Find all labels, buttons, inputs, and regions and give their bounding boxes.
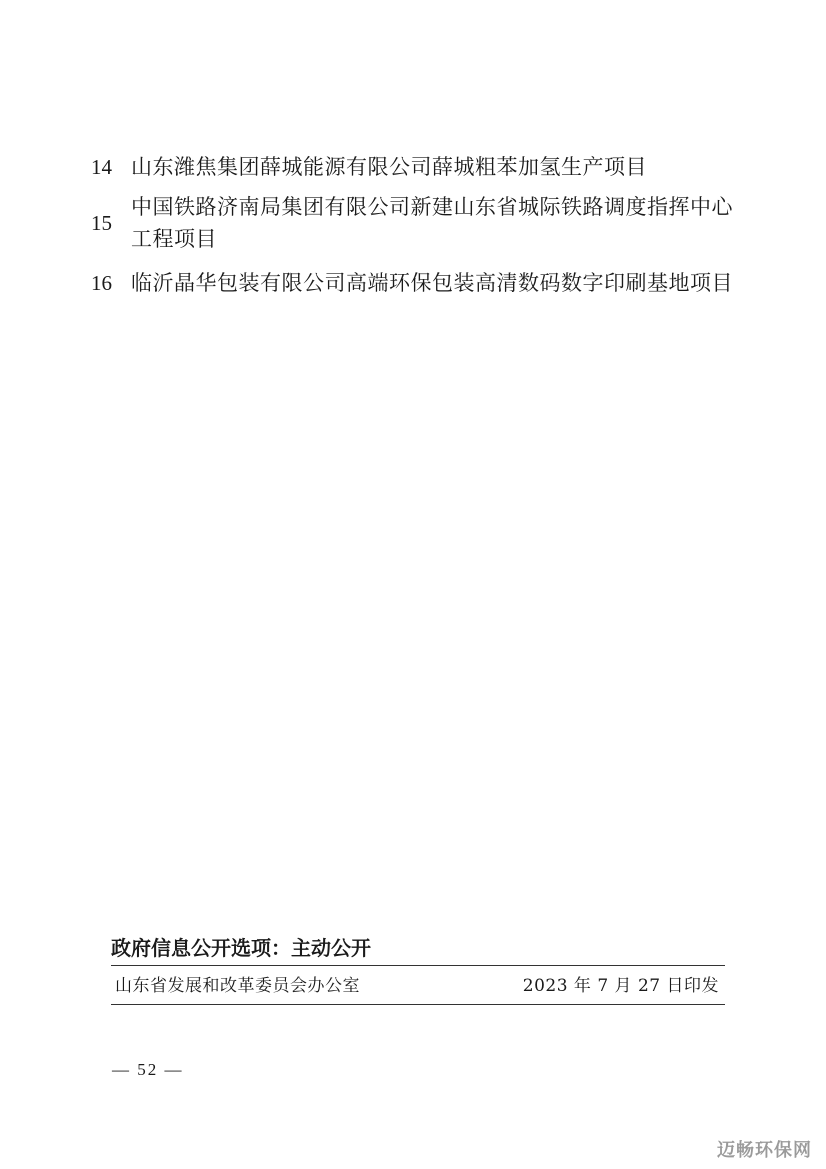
project-name-line-1: 中国铁路济南局集团有限公司新建山东省城际铁路调度指挥中心 — [131, 195, 733, 219]
project-item-15 — [91, 191, 761, 255]
issue-date: 2023 年 7 月 27 日印发 — [522, 976, 719, 996]
watermark-logo: 迈畅环保网 — [717, 1140, 812, 1161]
project-number: 15 — [91, 211, 112, 235]
disclosure-option: 政府信息公开选项：主动公开 — [111, 936, 371, 960]
project-name: 临沂晶华包装有限公司高端环保包装高清数码数字印刷基地项目 — [131, 271, 733, 295]
page-number: — 52 — — [112, 1060, 184, 1079]
footer-rule-top — [111, 965, 725, 966]
project-number: 14 — [91, 155, 112, 179]
footer-rule-bottom — [111, 1004, 725, 1005]
issuer-name: 山东省发展和改革委员会办公室 — [115, 976, 360, 996]
project-name: 山东潍焦集团薛城能源有限公司薛城粗苯加氢生产项目 — [131, 155, 647, 179]
project-name — [131, 191, 761, 255]
project-name-line-2: 工程项目 — [131, 227, 217, 251]
issuer-row — [111, 971, 725, 1001]
project-item-14 — [91, 151, 761, 183]
project-number: 16 — [91, 271, 112, 295]
project-item-16 — [91, 267, 761, 299]
